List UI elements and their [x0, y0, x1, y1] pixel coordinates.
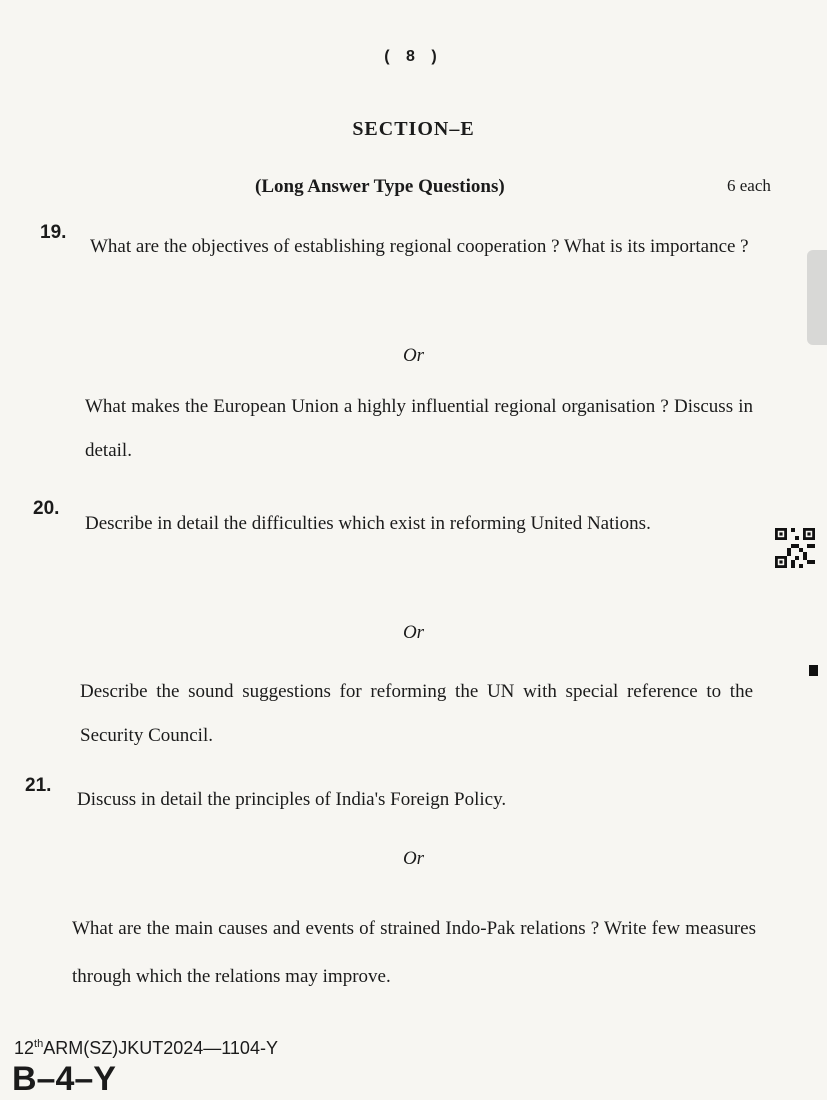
question-number: 19. [40, 222, 67, 243]
paper-code: 12thARM(SZ)JKUT2024—1104-Y [14, 1038, 278, 1058]
or-separator: Or [402, 345, 425, 366]
or-separator: Or [402, 848, 425, 869]
page-edge-shadow [807, 250, 827, 345]
question-number: 20. [33, 498, 60, 519]
section-title: SECTION–E [352, 118, 475, 140]
marks-label: 6 each [727, 176, 771, 195]
question-alt-text: What makes the European Union a highly influential regional organisation ? Discuss in detail. [85, 396, 753, 461]
or-separator: Or [402, 622, 425, 643]
question-alt-text: Describe the sound suggestions for reforming the UN with special reference to the Security Council. [80, 681, 753, 746]
qr-code-icon [775, 528, 815, 568]
question-number: 21. [25, 775, 52, 796]
section-subtitle: (Long Answer Type Questions) [255, 176, 505, 197]
question-text: What are the objectives of establishing regional cooperation ? What is its importance ? [90, 236, 749, 257]
question-text: Discuss in detail the principles of India's Foreign Policy. [77, 789, 507, 810]
scan-mark [809, 665, 818, 676]
page-number: ( 8 ) [384, 48, 443, 65]
question-text: Describe in detail the difficulties which exist in reforming United Nations. [85, 513, 651, 534]
question-alt-text: What are the main causes and events of strained Indo-Pak relations ? Write few measures through which the relations may improve. [72, 918, 756, 987]
paper-series: B–4–Y [12, 1060, 116, 1098]
